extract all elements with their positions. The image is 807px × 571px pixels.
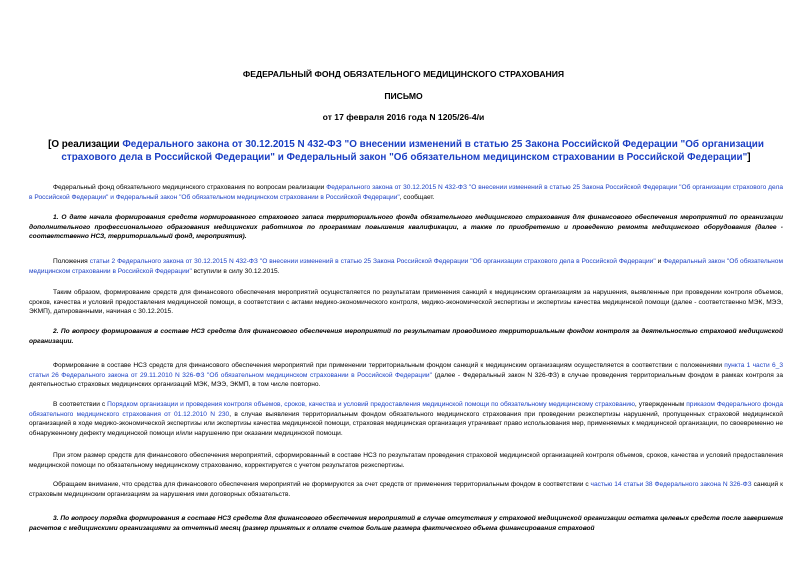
article-38-link[interactable]: частью 14 статьи 38 Федерального закона N 326-ФЗ [590, 481, 752, 488]
title-law-link[interactable]: Федерального закона от 30.12.2015 N 432-ФЗ "О внесении изменений в статью 25 Закона Российской Федерации "Об организации страхового дела в Российской Федерации" и Федеральный закон "Об обязательном медицинском страховании в Российской Федерации" [61, 139, 764, 163]
paragraph-provisions: Положения статьи 2 Федерального закона от 30.12.2015 N 432-ФЗ "О внесении изменений в статью 25 Закона Российской Федерации "Об организации страхового дела в Российской Федерации" и Федеральный закон "Об обязательном медицинском страховании в Российской Федерации" вступили в силу 30.12.2015. [29, 258, 783, 275]
article-2-link[interactable]: статьи 2 Федерального закона от 30.12.2015 N 432-ФЗ "О внесении изменений в статью 25 Закона Российской Федерации "Об организации страхового дела в Российской Федерации" [89, 258, 656, 265]
intro-law-link[interactable]: Федерального закона от 30.12.2015 N 432-ФЗ "О внесении изменений в статью 25 Закона Российской Федерации "Об организации страхового дела в Российской Федерации" и Федеральный закон "Об обязательном медицинском страховании в Российской Федерации" [29, 184, 783, 201]
section-1-heading: 1. О дате начала формирования средств нормированного страхового запаса территориального фонда обязательного медицинского страхования для финансового обеспечения мероприятий по организации дополнительного профессионального образования медицинских работников по программам повышения квалификации, а также по приобретению и проведению ремонта медицинского оборудования (далее - соответственно НСЗ, территориальный фонд, мероприятия). [29, 214, 783, 241]
doc-date-number: от 17 февраля 2016 года N 1205/26-4/и [322, 112, 485, 122]
section-3-heading: 3. По вопросу порядка формирования в составе НСЗ средств для финансового обеспечения мероприятий в случае отсутствия у страховой медицинской организации остатка целевых средств после завершения расчетов с медицинскими организациями за отчетный месяц (размер принятых к оплате счетов больше размера фактического объема финансирования страховой [29, 515, 783, 532]
paragraph-reexpertise: При этом размер средств для финансового обеспечения мероприятий, сформированный в составе НСЗ по результатам проведения страховой медицинской организацией контроля объемов, сроков, качества и условий предоставления медицинской помощи по обязательному медицинскому страхованию, корректируется с учетом результатов реэкспертизы. [29, 452, 783, 469]
section-2-heading: 2. По вопросу формирования в составе НСЗ средств для финансового обеспечения мероприятий по результатам проводимого территориальным фондом контроля за деятельностью страховой медицинской организации. [29, 328, 783, 345]
title-suffix: ] [747, 151, 751, 163]
oms-law-link[interactable]: Федеральный закон "Об обязательном медицинском страховании в Российской Федерации" [29, 258, 783, 275]
doc-type-heading: ПИСЬМО [384, 91, 423, 101]
document-title [29, 139, 783, 164]
paragraph-attention: Обращаем внимание, что средства для финансового обеспечения мероприятий не формируются за счет средств от применения территориальным фондом в соответствии с частью 14 статьи 38 Федерального закона N 326-ФЗ санкций к страховым медицинским организациям за нарушения ими договорных обязательств. [29, 481, 783, 498]
paragraph-nsz-formation: Формирование в составе НСЗ средств для финансового обеспечения мероприятий при применении территориальным фондом санкций к медицинским организациям осуществляется в соответствии с положениями пункта 1 части 6_3 статьи 26 Федерального закона от 29.11.2010 N 326-ФЗ "Об обязательном медицинском страховании в Российской Федерации" (далее - Федеральный закон N 326-ФЗ) в случае проведения территориальным фондом в рамках контроля за деятельностью страховых медицинских организаций МЭК, МЭЭ, ЭКМП, в том числе повторно. [29, 362, 783, 389]
paragraph-formation: Таким образом, формирование средств для финансового обеспечения мероприятий осуществляется по результатам применения санкций к медицинским организациям за нарушения, выявленные при проведении контроля объемов, сроков, качества и условий предоставления медицинской помощи, в соответствии с актами медико-экономического контроля, медико-экономической экспертизы и экспертизы качества медицинской помощи (далее - соответственно МЭК, МЭЭ, ЭКМП), датированными, начиная с 30.12.2015. [29, 289, 783, 316]
org-heading: ФЕДЕРАЛЬНЫЙ ФОНД ОБЯЗАТЕЛЬНОГО МЕДИЦИНСКОГО СТРАХОВАНИЯ [242, 69, 565, 79]
order-230-link[interactable]: приказом Федерального фонда обязательного медицинского страхования от 01.12.2010 N 230 [29, 401, 783, 418]
procedure-link[interactable]: Порядком организации и проведения контроля объемов, сроков, качества и условий предоставления медицинской помощи по обязательному медицинскому страхованию [107, 401, 635, 408]
article-26-link[interactable]: пункта 1 части 6_3 статьи 26 Федерального закона от 29.11.2010 N 326-ФЗ "Об обязательном медицинском страховании в Российской Федерации" [29, 362, 783, 379]
title-prefix: [О реализации [48, 139, 123, 150]
paragraph-intro: Федеральный фонд обязательного медицинского страхования по вопросам реализации Федерального закона от 30.12.2015 N 432-ФЗ "О внесении изменений в статью 25 Закона Российской Федерации "Об организации страхового дела в Российской Федерации" и Федеральный закон "Об обязательном медицинском страховании в Российской Федерации", сообщает. [29, 184, 783, 201]
paragraph-procedure: В соответствии с Порядком организации и проведения контроля объемов, сроков, качества и условий предоставления медицинской помощи по обязательному медицинскому страхованию, утвержденным приказом Федерального фонда обязательного медицинского страхования от 01.12.2010 N 230, в случае выявления территориальным фондом обязательного медицинского страхования при проведении реэкспертизы нарушений, пропущенных страховой медицинской организацией в ходе медико-экономической экспертизы или экспертизы качества медицинской помощи, страховая медицинская организация утрачивает право использования мер, применяемых к медицинской организации, по своевременно не обнаруженному дефекту медицинской помощи и/или нарушению при оказании медицинской помощи. [29, 401, 783, 437]
